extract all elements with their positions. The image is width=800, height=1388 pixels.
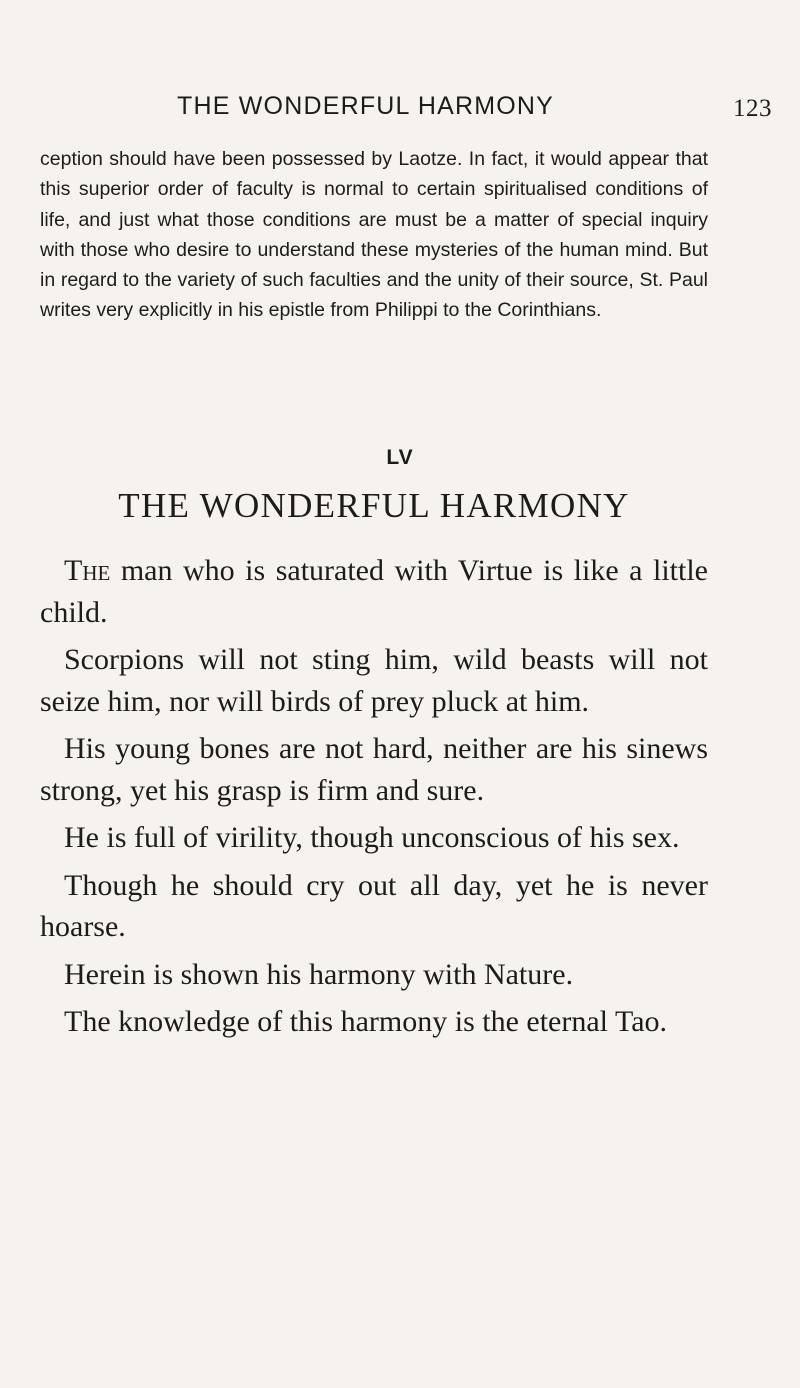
verse — [40, 817, 708, 859]
verse — [40, 550, 708, 633]
verse — [40, 639, 708, 722]
verse-text: The knowledge of this harmony is the eternal Tao. — [64, 1005, 668, 1038]
verse-text: His young bones are not hard, neither are his sinews strong, yet his grasp is firm and sure. — [40, 732, 708, 807]
verse-text: He is full of virility, though unconscious of his sex. — [64, 821, 680, 854]
running-title: THE WONDERFUL HARMONY — [177, 92, 555, 120]
section-title: THE WONDERFUL HARMONY — [118, 486, 630, 525]
verse — [40, 1001, 708, 1043]
verse-text: Scorpions will not sting him, wild beasts will not seize him, nor will birds of prey pluck at him. — [40, 643, 708, 718]
verse-lead-word: The — [64, 554, 111, 587]
page-number: 123 — [733, 95, 772, 122]
verse — [40, 728, 708, 811]
verse — [40, 954, 708, 996]
verse — [40, 865, 708, 948]
section-number: LV — [386, 446, 414, 469]
intro-paragraph: ception should have been possessed by Laotze. In fact, it would appear that this superior order of faculty is normal to certain spiritualised conditions of life, and just what those conditions are must be a matter of special inquiry with those who desire to understand these mysteries of the human mind. But in regard to the variety of such faculties and the unity of their source, St. Paul writes very explicitly in his epistle from Philippi to the Corinthians. — [40, 148, 708, 322]
verse-list — [40, 550, 708, 1049]
verse-text: man who is saturated with Virtue is like a little child. — [40, 554, 708, 629]
verse-text: Herein is shown his harmony with Nature. — [64, 957, 574, 991]
running-header — [40, 92, 772, 124]
verse-text: Though he should cry out all day, yet he is never hoarse. — [40, 868, 708, 943]
